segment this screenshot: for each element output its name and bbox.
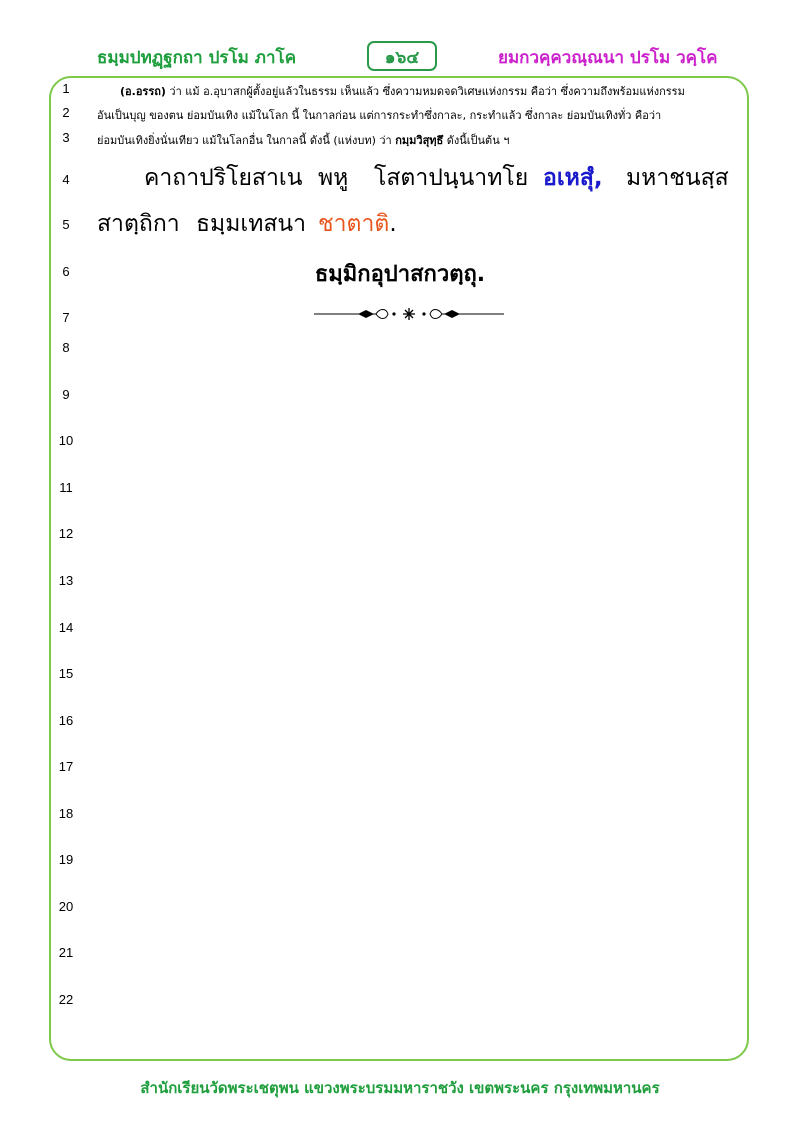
text-line-1 (120, 82, 685, 100)
line-number: 12 (58, 526, 74, 541)
pali-word: มหาชนสฺส (626, 165, 729, 191)
pali-term: กมฺมวิสุทฺธึ (395, 134, 444, 147)
line-number: 9 (62, 387, 70, 402)
line-number: 4 (62, 172, 70, 187)
pali-word: คาถาปริโยสาเน (144, 165, 303, 191)
line-number: 17 (58, 759, 74, 774)
period: . (389, 211, 397, 237)
line-number: 15 (58, 666, 74, 681)
line-number: 16 (58, 713, 74, 728)
pali-word: สาตฺถิกา (97, 211, 180, 237)
line-number: 2 (62, 105, 70, 120)
line-number: 5 (62, 217, 70, 232)
line-number: 11 (59, 480, 73, 495)
pali-word-highlight: อเหสุํ, (543, 165, 603, 191)
line-number: 10 (58, 433, 74, 448)
text-span: ย่อมบันเทิงยิ่งนั่นเทียว แม้ในโลกอื่น ในกาลนี้ ดังนี้ (แห่งบท) ว่า (97, 134, 396, 147)
line-number: 8 (62, 340, 70, 355)
pali-word: พหู (318, 165, 349, 191)
line-number: 21 (58, 945, 74, 960)
footer-institution: สำนักเรียนวัดพระเชตุพน แขวงพระบรมมหาราชวัง เขตพระนคร กรุงเทพมหานคร (140, 1079, 660, 1097)
header-left-title: ธมฺมปทฏฺฐกถา ปรโม ภาโค (97, 48, 297, 68)
line-number: 3 (62, 130, 70, 145)
line-number: 1 (62, 81, 70, 96)
pali-word: ธมฺมเทสนา (196, 211, 307, 237)
line-number: 18 (58, 806, 74, 821)
ornament-divider-icon (314, 305, 504, 323)
line-number: 13 (58, 573, 74, 588)
pali-word (318, 206, 397, 242)
pali-word-highlight: ชาตาติ (318, 211, 390, 237)
text-line-2: อันเป็นบุญ ของตน ย่อมบันเทิง แม้ในโลก นี้ ในกาลก่อน แต่การกระทำซึ่งกาละ, กระทำแล้ว ซึ่งกาละ ย่อมบันเทิงทั่ว คือว่า (97, 109, 662, 122)
line-number: 7 (62, 310, 70, 325)
abbrev-label: (อ.อรรถ) (120, 85, 166, 98)
text-span: ดังนี้เป็นต้น ฯ (443, 134, 510, 147)
pali-word: โสตาปนฺนาทโย (374, 165, 529, 191)
line-number: 22 (58, 992, 74, 1007)
header-right-title: ยมกวคฺควณฺณนา ปรโม วคฺโค (498, 48, 718, 68)
page-number: ๑๖๔ (367, 41, 437, 71)
story-title: ธมฺมิกอุปาสกวตฺถุ. (314, 262, 486, 287)
line-number: 19 (58, 852, 74, 867)
line-number: 14 (58, 620, 74, 635)
text-span: ว่า แม้ อ.อุบาสกผู้ตั้งอยู่แล้วในธรรม เห็นแล้ว ซึ่งความหมดจดวิเศษแห่งกรรม คือว่า ซึ่งความถึงพร้อมแห่งกรรม (165, 85, 685, 98)
line-number: 6 (62, 264, 70, 279)
line-number: 20 (58, 899, 74, 914)
text-line-3 (97, 131, 509, 149)
